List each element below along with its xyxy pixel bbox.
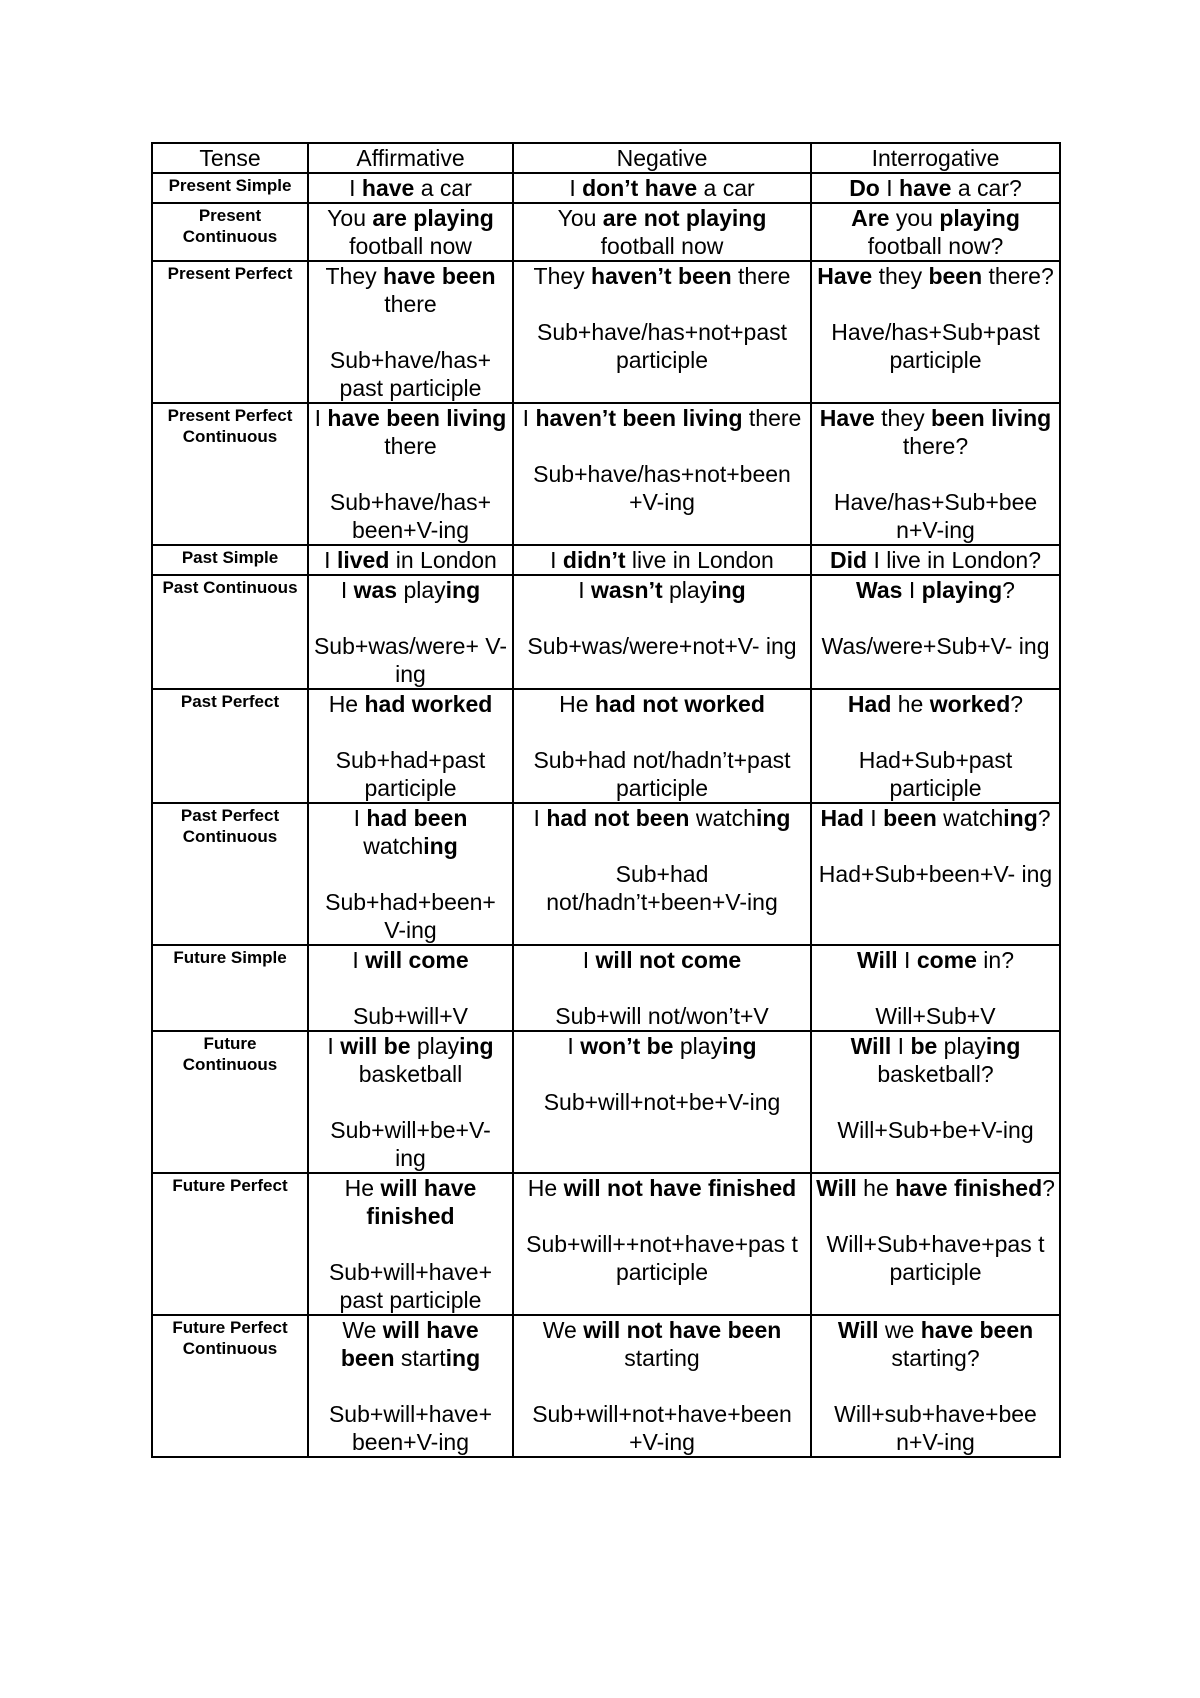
negative-cell: [513, 945, 811, 1031]
affirmative-cell: [308, 403, 513, 545]
example-segment: there: [384, 433, 437, 459]
affirmative-example: [313, 804, 508, 860]
negative-example: [518, 804, 806, 832]
interrogative-example: [816, 546, 1055, 574]
example-segment: starting?: [891, 1345, 980, 1371]
example-segment: are not playing: [602, 205, 767, 231]
example-segment: Will: [837, 1317, 879, 1343]
interrogative-cell: [811, 545, 1060, 575]
table-row: [152, 945, 1060, 1031]
example-segment: ?: [1010, 691, 1024, 717]
example-segment: play: [397, 577, 446, 603]
table-row: [152, 689, 1060, 803]
example-segment: are playing: [372, 205, 494, 231]
example-segment: play: [410, 1033, 460, 1059]
tense-name: Present Perfect Continuous: [152, 403, 308, 545]
example-segment: will be: [340, 1033, 411, 1059]
example-segment: I: [567, 1033, 581, 1059]
example-segment: They: [533, 263, 592, 289]
negative-example: [518, 1032, 806, 1060]
example-segment: I: [324, 547, 337, 573]
tense-name: Present Perfect: [152, 261, 308, 403]
affirmative-cell: [308, 945, 513, 1031]
interrogative-cell: [811, 173, 1060, 203]
interrogative-cell: [811, 403, 1060, 545]
negative-formula: Sub+will not/won’t+V: [555, 1003, 769, 1029]
negative-formula: Sub+had not/hadn’t+been+V-ing: [546, 861, 778, 915]
example-segment: I: [314, 405, 328, 431]
example-segment: will have been: [340, 1317, 479, 1371]
tense-name: Future Perfect Continuous: [152, 1315, 308, 1457]
example-segment: there?: [982, 263, 1054, 289]
example-segment: basketball?: [877, 1061, 994, 1087]
example-segment: wasn’t: [591, 577, 663, 603]
interrogative-cell: [811, 1173, 1060, 1315]
affirmative-formula: Sub+will+have+ been+V-ing: [328, 1401, 493, 1455]
example-segment: you: [889, 205, 940, 231]
example-segment: watch: [936, 805, 1004, 831]
interrogative-example: [816, 204, 1055, 260]
interrogative-cell: [811, 689, 1060, 803]
negative-cell: [513, 803, 811, 945]
example-segment: have: [361, 175, 415, 201]
negative-formula: Sub+will+not+have+been +V-ing: [532, 1401, 792, 1455]
affirmative-example: [313, 576, 508, 604]
example-segment: live in London: [625, 547, 774, 573]
example-segment: will come: [365, 947, 469, 973]
example-segment: I: [863, 805, 884, 831]
example-segment: Did: [830, 547, 868, 573]
interrogative-cell: [811, 945, 1060, 1031]
example-segment: a car: [697, 175, 755, 201]
affirmative-formula: Sub+have/has+ been+V-ing: [329, 489, 492, 543]
example-segment: I: [352, 947, 366, 973]
example-segment: come: [916, 947, 977, 973]
tense-name: Future Perfect: [152, 1173, 308, 1315]
example-segment: football now: [349, 233, 472, 259]
example-segment: don’t have: [582, 175, 698, 201]
affirmative-example: [313, 404, 508, 460]
affirmative-cell: [308, 203, 513, 261]
interrogative-example: [816, 174, 1055, 202]
negative-cell: [513, 689, 811, 803]
example-segment: They: [325, 263, 384, 289]
header-row: [152, 143, 1060, 173]
example-segment: a car?: [951, 175, 1022, 201]
interrogative-cell: [811, 1031, 1060, 1173]
example-segment: will not have been: [583, 1317, 782, 1343]
example-segment: been: [928, 263, 983, 289]
example-segment: Had: [820, 805, 864, 831]
negative-cell: [513, 1173, 811, 1315]
example-segment: He: [559, 691, 595, 717]
example-segment: had worked: [364, 691, 493, 717]
interrogative-formula: Had+Sub+past participle: [858, 747, 1013, 801]
affirmative-cell: [308, 689, 513, 803]
example-segment: Was: [856, 577, 903, 603]
interrogative-cell: [811, 203, 1060, 261]
example-segment: ing: [445, 577, 481, 603]
example-segment: been: [883, 805, 937, 831]
example-segment: haven’t been living: [535, 405, 743, 431]
affirmative-example: [313, 204, 508, 260]
table-row: [152, 803, 1060, 945]
tense-name: Future Continuous: [152, 1031, 308, 1173]
negative-formula: Sub+have/has+not+past participle: [536, 319, 787, 373]
negative-example: [518, 690, 806, 718]
table-row: [152, 403, 1060, 545]
example-segment: there: [742, 405, 802, 431]
interrogative-formula: Was/were+Sub+V- ing: [821, 633, 1050, 659]
example-segment: I: [550, 547, 563, 573]
tense-name: Future Simple: [152, 945, 308, 1031]
negative-formula: Sub+have/has+not+been +V-ing: [533, 461, 791, 515]
example-segment: I: [353, 805, 367, 831]
negative-cell: [513, 203, 811, 261]
example-segment: starting: [624, 1345, 700, 1371]
negative-cell: [513, 575, 811, 689]
example-segment: basketball: [358, 1061, 463, 1087]
affirmative-cell: [308, 575, 513, 689]
example-segment: we: [878, 1317, 921, 1343]
table-row: [152, 545, 1060, 575]
tense-name: Past Simple: [152, 545, 308, 575]
example-segment: have been: [920, 1317, 1034, 1343]
example-segment: He: [328, 691, 365, 717]
affirmative-example: [313, 690, 508, 718]
example-segment: watch: [689, 805, 756, 831]
example-segment: a car: [414, 175, 472, 201]
example-segment: I live in London?: [867, 547, 1041, 573]
interrogative-example: [816, 1316, 1055, 1372]
example-segment: there?: [902, 433, 969, 459]
example-segment: didn’t: [562, 547, 626, 573]
affirmative-example: [313, 1316, 508, 1372]
affirmative-formula: Sub+will+have+ past participle: [328, 1259, 493, 1313]
example-segment: play: [673, 1033, 723, 1059]
example-segment: have been living: [327, 405, 507, 431]
tense-name: Past Perfect Continuous: [152, 803, 308, 945]
example-segment: have: [899, 175, 952, 201]
example-segment: in?: [976, 947, 1015, 973]
affirmative-cell: [308, 1173, 513, 1315]
interrogative-cell: [811, 261, 1060, 403]
table-row: [152, 1315, 1060, 1457]
example-segment: won’t be: [580, 1033, 674, 1059]
affirmative-formula: Sub+had+been+ V-ing: [325, 889, 496, 943]
header-negative: Negative: [513, 143, 811, 173]
table-row: [152, 1173, 1060, 1315]
table-row: [152, 575, 1060, 689]
example-segment: they: [872, 263, 929, 289]
example-segment: start: [394, 1345, 446, 1371]
example-segment: ing: [445, 1345, 481, 1371]
interrogative-cell: [811, 803, 1060, 945]
negative-example: [518, 204, 806, 260]
example-segment: Had: [847, 691, 892, 717]
interrogative-formula: Had+Sub+been+V- ing: [818, 861, 1053, 887]
negative-example: [518, 576, 806, 604]
example-segment: will have finished: [366, 1175, 477, 1229]
negative-formula: Sub+will+not+be+V-ing: [543, 1089, 781, 1115]
interrogative-example: [816, 804, 1055, 832]
example-segment: play: [937, 1033, 986, 1059]
example-segment: he: [891, 691, 930, 717]
affirmative-example: [313, 262, 508, 318]
affirmative-cell: [308, 261, 513, 403]
negative-example: [518, 1174, 806, 1202]
example-segment: I: [902, 577, 922, 603]
example-segment: haven’t been: [591, 263, 732, 289]
affirmative-cell: [308, 803, 513, 945]
affirmative-formula: Sub+have/has+ past participle: [329, 347, 492, 401]
example-segment: I: [578, 577, 592, 603]
example-segment: ing: [423, 833, 458, 859]
example-segment: been living: [931, 405, 1052, 431]
interrogative-cell: [811, 575, 1060, 689]
affirmative-formula: Sub+will+V: [352, 1003, 469, 1029]
negative-example: [518, 1316, 806, 1372]
negative-example: [518, 404, 806, 432]
example-segment: ing: [755, 805, 791, 831]
example-segment: had been: [366, 805, 468, 831]
example-segment: We: [542, 1317, 584, 1343]
interrogative-formula: Will+Sub+have+pas t participle: [826, 1231, 1045, 1285]
interrogative-example: [816, 404, 1055, 460]
example-segment: will not come: [595, 947, 742, 973]
example-segment: football now?: [867, 233, 1004, 259]
example-segment: they: [874, 405, 932, 431]
example-segment: Will: [856, 947, 898, 973]
negative-example: [518, 546, 806, 574]
example-segment: I: [569, 175, 583, 201]
example-segment: Will: [816, 1175, 857, 1201]
example-segment: You: [557, 205, 603, 231]
affirmative-formula: Sub+was/were+ V-ing: [313, 633, 508, 687]
example-segment: ?: [1002, 577, 1015, 603]
interrogative-example: [816, 690, 1055, 718]
example-segment: have finished: [895, 1175, 1043, 1201]
example-segment: Will: [850, 1033, 892, 1059]
interrogative-formula: Have/has+Sub+past participle: [831, 319, 1040, 373]
negative-example: [518, 174, 806, 202]
example-segment: Are: [851, 205, 890, 231]
interrogative-cell: [811, 1315, 1060, 1457]
example-segment: You: [327, 205, 373, 231]
example-segment: Do: [849, 175, 880, 201]
affirmative-example: [313, 1174, 508, 1230]
negative-cell: [513, 173, 811, 203]
example-segment: ?: [1042, 1175, 1055, 1201]
tense-name: Present Continuous: [152, 203, 308, 261]
example-segment: I: [891, 1033, 911, 1059]
example-segment: football now: [600, 233, 724, 259]
affirmative-example: [313, 174, 508, 202]
interrogative-formula: Have/has+Sub+bee n+V-ing: [833, 489, 1038, 543]
interrogative-example: [816, 946, 1055, 974]
example-segment: worked: [929, 691, 1011, 717]
example-segment: in London: [389, 547, 497, 573]
example-segment: He: [344, 1175, 381, 1201]
example-segment: ing: [985, 1033, 1021, 1059]
negative-formula: Sub+will++not+have+pas t participle: [526, 1231, 798, 1285]
affirmative-example: [313, 946, 508, 974]
example-segment: ?: [1037, 805, 1051, 831]
negative-example: [518, 262, 806, 290]
example-segment: was: [353, 577, 398, 603]
example-segment: he: [856, 1175, 896, 1201]
example-segment: ing: [711, 577, 746, 603]
example-segment: I: [522, 405, 536, 431]
example-segment: there: [384, 291, 437, 317]
affirmative-formula: Sub+had+past participle: [335, 747, 486, 801]
example-segment: lived: [336, 547, 390, 573]
affirmative-cell: [308, 1031, 513, 1173]
example-segment: I: [327, 1033, 341, 1059]
example-segment: I: [349, 175, 362, 201]
interrogative-example: [816, 262, 1055, 290]
negative-example: [518, 946, 806, 974]
tense-name: Past Perfect: [152, 689, 308, 803]
negative-cell: [513, 1315, 811, 1457]
tense-table: [151, 142, 1061, 1458]
table-row: [152, 261, 1060, 403]
example-segment: We: [342, 1317, 383, 1343]
example-segment: there: [731, 263, 791, 289]
negative-formula: Sub+had not/hadn’t+past participle: [533, 747, 791, 801]
example-segment: play: [662, 577, 712, 603]
example-segment: playing: [939, 205, 1020, 231]
interrogative-example: [816, 1032, 1055, 1088]
negative-formula: Sub+was/were+not+V- ing: [527, 633, 797, 659]
example-segment: playing: [921, 577, 1003, 603]
affirmative-example: [313, 1032, 508, 1088]
example-segment: ing: [722, 1033, 757, 1059]
table-row: [152, 1031, 1060, 1173]
example-segment: I: [897, 947, 917, 973]
table-row: [152, 173, 1060, 203]
header-tense: Tense: [152, 143, 308, 173]
table-body: [152, 173, 1060, 1457]
example-segment: Have: [819, 405, 875, 431]
interrogative-example: [816, 1174, 1055, 1202]
interrogative-formula: Will+sub+have+bee n+V-ing: [834, 1401, 1037, 1455]
table-row: [152, 203, 1060, 261]
negative-cell: [513, 1031, 811, 1173]
example-segment: had not been: [546, 805, 690, 831]
interrogative-formula: Will+Sub+V: [875, 1003, 996, 1029]
example-segment: I: [340, 577, 354, 603]
example-segment: I: [582, 947, 596, 973]
tense-name: Past Continuous: [152, 575, 308, 689]
example-segment: watch: [363, 833, 424, 859]
interrogative-formula: Will+Sub+be+V-ing: [837, 1117, 1034, 1143]
example-segment: I: [533, 805, 547, 831]
negative-cell: [513, 403, 811, 545]
example-segment: Have: [817, 263, 873, 289]
example-segment: had not worked: [594, 691, 765, 717]
affirmative-example: [313, 546, 508, 574]
affirmative-cell: [308, 173, 513, 203]
affirmative-cell: [308, 545, 513, 575]
example-segment: ing: [459, 1033, 494, 1059]
example-segment: have been: [383, 263, 496, 289]
example-segment: be: [910, 1033, 938, 1059]
example-segment: I: [879, 175, 900, 201]
affirmative-formula: Sub+will+be+V- ing: [330, 1117, 491, 1171]
interrogative-example: [816, 576, 1055, 604]
example-segment: He: [527, 1175, 564, 1201]
example-segment: will not have finished: [563, 1175, 797, 1201]
example-segment: ing: [1003, 805, 1038, 831]
affirmative-cell: [308, 1315, 513, 1457]
negative-cell: [513, 545, 811, 575]
header-interrogative: Interrogative: [811, 143, 1060, 173]
header-affirmative: Affirmative: [308, 143, 513, 173]
negative-cell: [513, 261, 811, 403]
tense-name: Present Simple: [152, 173, 308, 203]
